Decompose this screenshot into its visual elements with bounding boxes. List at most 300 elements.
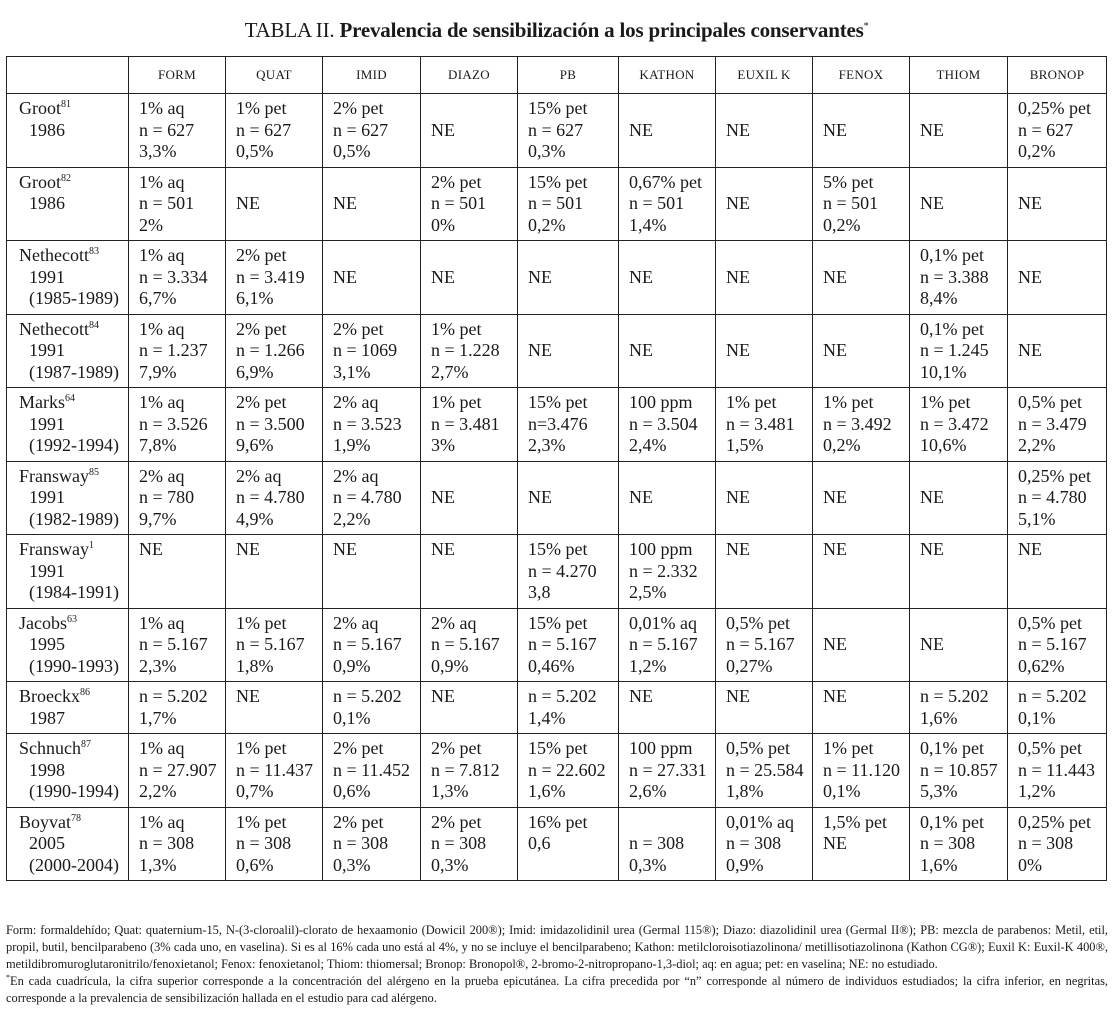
data-cell [226, 241, 323, 315]
footnote-note-text: En cada cuadrícula, la cifra superior corresponde a la concentración del alérgeno en la prueba epicutánea. La cifra precedida por “n” corresponde al número de individuos estudiados; la cifra inferior, en negritas, corresponde a la prevalencia de sensibilización hallada en el estudio para cad alérgeno. [6, 974, 1108, 1005]
prevalence-value: 0,9% [431, 655, 469, 676]
data-cell [323, 807, 421, 881]
prevalence-value: 0,27% [726, 655, 773, 676]
concentration-value: 0,1% pet [920, 245, 984, 265]
prevalence-value: 1,6% [528, 781, 566, 801]
footnote-note-mark: * [6, 972, 10, 982]
prevalence-value: 0,9% [726, 854, 764, 875]
prevalence-value: 0,1% [823, 781, 861, 801]
study-cell [7, 608, 129, 682]
prevalence-value [528, 855, 618, 877]
concentration-value: 2% aq [431, 612, 477, 633]
data-cell [813, 682, 910, 734]
data-cell [323, 734, 421, 808]
not-studied-value: NE [629, 686, 653, 706]
study-author: Groot [19, 98, 61, 118]
table-title-footnote-mark: * [863, 21, 869, 32]
study-cell [7, 241, 129, 315]
data-cell [813, 94, 910, 168]
data-cell [813, 535, 910, 609]
concentration-value: 2% pet [333, 98, 384, 118]
not-studied-value: NE [823, 119, 847, 140]
data-cell [323, 94, 421, 168]
sample-size-value: n = 627 [236, 119, 292, 140]
prevalence-value: 0,2% [528, 214, 566, 235]
not-studied-value: NE [431, 686, 455, 706]
sample-size-value: n=3.476 [528, 413, 588, 434]
sample-size-value: n = 1.266 [236, 340, 305, 360]
concentration-value: 0,25% pet [1018, 811, 1091, 832]
concentration-value: n = 5.202 [1018, 686, 1087, 706]
concentration-value: 15% pet [528, 738, 588, 758]
data-cell [813, 608, 910, 682]
concentration-value: 1% aq [139, 392, 185, 412]
data-cell [813, 167, 910, 241]
column-header: QUAT [226, 57, 323, 94]
data-cell [421, 94, 518, 168]
sample-size-value: n = 5.167 [139, 634, 208, 654]
sample-size-value: 1,6% [920, 707, 958, 728]
not-studied-value: NE [726, 193, 750, 213]
concentration-value: 0,25% pet [1018, 98, 1091, 118]
prevalence-value: 7,9% [139, 361, 177, 382]
data-cell [910, 682, 1008, 734]
not-studied-value: NE [236, 539, 260, 559]
data-cell [910, 167, 1008, 241]
not-studied-value: NE [920, 119, 944, 140]
concentration-value: 0,5% pet [1018, 392, 1082, 412]
data-cell [1008, 608, 1107, 682]
prevalence-value: 0,5% [236, 141, 274, 161]
column-header: KATHON [619, 57, 716, 94]
sample-size-value: n = 3.472 [920, 413, 989, 434]
not-studied-value: NE [920, 539, 944, 559]
sample-size-value: n = 627 [528, 119, 584, 140]
sample-size-value: n = 3.419 [236, 266, 305, 287]
concentration-value: 2% pet [236, 245, 287, 265]
sample-size-value: n = 627 [333, 119, 389, 140]
data-cell [619, 241, 716, 315]
prevalence-value: 0,46% [528, 655, 575, 676]
sample-size-value: n = 3.481 [431, 413, 500, 434]
table-row [7, 167, 1107, 241]
study-year: 1991 [29, 340, 65, 360]
concentration-value: 0,25% pet [1018, 465, 1091, 486]
prevalence-value: 0% [1018, 854, 1042, 875]
concentration-value: 2% aq [333, 392, 379, 412]
data-cell [129, 608, 226, 682]
prevalence-value: 0,7% [236, 781, 274, 801]
sample-size-value: n = 3.504 [629, 413, 698, 434]
data-cell [421, 461, 518, 535]
data-cell [226, 807, 323, 881]
sample-size-value: n = 5.167 [1018, 634, 1087, 654]
data-cell [323, 167, 421, 241]
study-cell [7, 314, 129, 388]
sample-size-value: n = 5.167 [236, 634, 305, 654]
concentration-value: 2% pet [236, 318, 287, 339]
prevalence-value: 0,2% [1018, 141, 1056, 161]
sample-size-value: n = 3.334 [139, 266, 208, 287]
study-period: (1982-1989) [29, 508, 119, 529]
concentration-value: 1% pet [236, 811, 287, 832]
concentration-value: 1% pet [920, 392, 971, 412]
study-author: Groot [19, 171, 61, 192]
not-studied-value: NE [1018, 266, 1042, 287]
study-period: (1990-1993) [29, 655, 119, 676]
not-studied-value: NE [1018, 539, 1042, 559]
study-cell [7, 167, 129, 241]
data-cell [323, 388, 421, 462]
data-cell [813, 241, 910, 315]
sample-size-value: n = 5.167 [431, 634, 500, 654]
prevalence-value: 0,2% [823, 435, 861, 455]
prevalence-value: 0,62% [1018, 655, 1065, 676]
prevalence-value: 7,8% [139, 435, 177, 455]
concentration-value: n = 5.202 [333, 686, 402, 706]
study-author: Fransway [19, 465, 89, 486]
data-cell [813, 388, 910, 462]
not-studied-value: NE [920, 487, 944, 507]
concentration-value: 2% pet [236, 392, 287, 412]
concentration-value: 0,1% pet [920, 811, 984, 832]
not-studied-value: NE [236, 686, 260, 706]
not-studied-value: NE [726, 266, 750, 287]
table-row [7, 682, 1107, 734]
data-cell [518, 682, 619, 734]
data-cell [813, 314, 910, 388]
not-studied-value: NE [823, 340, 847, 360]
not-studied-value: NE [629, 340, 653, 360]
sample-size-value: n = 501 [431, 193, 487, 213]
column-header: FORM [129, 57, 226, 94]
concentration-value: 0,1% pet [920, 318, 984, 339]
prevalence-value: 0,3% [528, 141, 566, 161]
data-cell [619, 461, 716, 535]
sample-size-value: n = 10.857 [920, 759, 998, 780]
header-row [7, 57, 1107, 94]
data-cell [910, 535, 1008, 609]
data-cell [619, 388, 716, 462]
concentration-value: 15% pet [528, 98, 588, 118]
concentration-value: 1% aq [139, 98, 185, 118]
study-reference: 63 [67, 613, 77, 625]
prevalence-value: 1,8% [236, 655, 274, 676]
sample-size-value: n = 3.500 [236, 413, 305, 434]
sample-size-value: n = 11.437 [236, 759, 313, 780]
data-cell [323, 314, 421, 388]
study-reference: 78 [71, 812, 81, 824]
data-cell [619, 94, 716, 168]
data-cell [129, 682, 226, 734]
sample-size-value: n = 308 [1018, 833, 1074, 853]
study-year: 1987 [29, 707, 65, 728]
data-cell [129, 461, 226, 535]
study-author: Broeckx [19, 686, 80, 706]
sample-size-value: NE [823, 833, 847, 853]
not-studied-value: NE [823, 266, 847, 287]
study-reference: 85 [89, 466, 99, 478]
prevalence-value: 6,1% [236, 288, 274, 308]
not-studied-value: NE [726, 487, 750, 507]
study-name-line [19, 319, 128, 341]
data-cell [1008, 388, 1107, 462]
concentration-value: 1% aq [139, 245, 185, 265]
not-studied-value: NE [726, 119, 750, 140]
concentration-value: 2% pet [431, 811, 482, 832]
data-cell [910, 314, 1008, 388]
study-name-line [19, 539, 128, 561]
prevalence-value: 2,3% [139, 655, 177, 676]
data-cell [1008, 461, 1107, 535]
sample-size-value: n = 501 [629, 193, 685, 213]
study-cell [7, 94, 129, 168]
prevalence-value: 0,3% [629, 854, 667, 875]
prevalence-value: 10,6% [920, 435, 967, 455]
concentration-value: 1% pet [236, 612, 287, 633]
study-year: 1991 [29, 413, 65, 434]
sample-size-value: n = 627 [1018, 119, 1074, 140]
prevalence-value: 1,3% [431, 781, 469, 801]
sample-size-value: n = 5.167 [629, 634, 698, 654]
concentration-value: 2% aq [139, 465, 185, 486]
concentration-value: 15% pet [528, 171, 588, 192]
prevalence-value: 3,8 [528, 582, 551, 602]
study-year: 2005 [29, 833, 65, 853]
concentration-value: 16% pet [528, 811, 588, 832]
study-cell [7, 535, 129, 609]
prevalence-value: 8,4% [920, 288, 958, 308]
prevalence-value: 2,7% [431, 361, 469, 382]
not-studied-value: NE [431, 119, 455, 140]
not-studied-value: NE [333, 266, 357, 287]
data-cell [813, 807, 910, 881]
data-cell [129, 167, 226, 241]
data-cell [226, 535, 323, 609]
data-cell [813, 734, 910, 808]
not-studied-value: NE [431, 266, 455, 287]
study-year: 1991 [29, 560, 65, 581]
prevalence-value: 2,2% [333, 508, 371, 529]
sample-size-value: 1,4% [528, 707, 566, 728]
concentration-value: 0,5% pet [1018, 612, 1082, 633]
data-cell [1008, 314, 1107, 388]
prevalence-value: 6,7% [139, 288, 177, 308]
not-studied-value: NE [1018, 193, 1042, 213]
prevalence-value: 3,3% [139, 141, 177, 161]
prevalence-value: 5,1% [1018, 508, 1056, 529]
data-cell [619, 167, 716, 241]
study-reference: 81 [61, 99, 71, 110]
concentration-value: 0,01% aq [629, 612, 697, 633]
study-period: (1992-1994) [29, 435, 119, 455]
study-author: Boyvat [19, 811, 71, 832]
prevalence-value: 0% [431, 214, 455, 235]
data-cell [518, 94, 619, 168]
table-row [7, 314, 1107, 388]
sample-size-value: n = 501 [528, 193, 584, 213]
not-studied-value: NE [823, 634, 847, 654]
data-cell [716, 535, 813, 609]
not-studied-value: NE [920, 634, 944, 654]
not-studied-value: NE [629, 487, 653, 507]
footnote-note [6, 973, 1108, 1007]
sample-size-value: n = 308 [333, 833, 389, 853]
not-studied-value: NE [726, 340, 750, 360]
study-reference: 84 [88, 319, 99, 331]
concentration-value: 0,5% pet [726, 738, 790, 758]
concentration-value: 1% pet [823, 738, 874, 758]
data-cell [716, 608, 813, 682]
study-cell [7, 734, 129, 808]
sample-size-value: n = 4.270 [528, 560, 597, 581]
prevalence-value: 2% [139, 214, 163, 235]
study-cell [7, 807, 129, 881]
data-cell [129, 807, 226, 881]
study-name-line [19, 812, 128, 834]
not-studied-value: NE [629, 266, 653, 287]
data-cell [518, 734, 619, 808]
not-studied-value: NE [726, 686, 750, 706]
column-header: DIAZO [421, 57, 518, 94]
column-header: EUXIL K [716, 57, 813, 94]
prevalence-value: 4,9% [236, 508, 274, 529]
data-cell [323, 461, 421, 535]
data-cell [813, 461, 910, 535]
concentration-value: n = 5.202 [139, 686, 208, 706]
study-author: Nethecott [19, 245, 89, 265]
not-studied-value: NE [1018, 340, 1042, 360]
data-cell [518, 807, 619, 881]
column-header: BRONOP [1008, 57, 1107, 94]
concentration-value: 1% aq [139, 318, 185, 339]
prevalence-value: 3% [431, 435, 455, 455]
sample-size-value: n = 3.492 [823, 413, 892, 434]
not-studied-value: NE [920, 193, 944, 213]
sample-size-value: n = 11.452 [333, 759, 410, 780]
prevalence-value: 1,5% [726, 435, 764, 455]
sample-size-value: n = 308 [431, 833, 487, 853]
prevalence-value: 9,7% [139, 508, 177, 529]
not-studied-value: NE [139, 539, 163, 559]
data-cell [226, 608, 323, 682]
sample-size-value: n = 780 [139, 487, 195, 507]
study-author: Fransway [19, 539, 89, 559]
sample-size-value: n = 308 [236, 833, 292, 853]
prevalence-value: 1,8% [726, 781, 764, 801]
sample-size-value: n = 5.167 [333, 634, 402, 654]
data-cell [1008, 734, 1107, 808]
not-studied-value: NE [823, 487, 847, 507]
prevalence-value: 1,9% [333, 435, 371, 455]
table-title [0, 18, 1113, 43]
data-cell [619, 682, 716, 734]
concentration-value: 1% pet [823, 392, 874, 412]
study-reference: 1 [89, 540, 94, 551]
prevalence-value: 2,2% [1018, 435, 1056, 455]
concentration-value [629, 812, 715, 834]
study-reference: 87 [81, 739, 91, 750]
column-header: FENOX [813, 57, 910, 94]
sample-size-value: n = 3.526 [139, 413, 208, 434]
concentration-value: 1% pet [431, 318, 482, 339]
data-cell [421, 608, 518, 682]
data-cell [518, 461, 619, 535]
concentration-value: 1% aq [139, 811, 185, 832]
data-cell [910, 388, 1008, 462]
not-studied-value: NE [528, 266, 552, 287]
study-author: Schnuch [19, 738, 81, 758]
sample-size-value: 0,1% [333, 707, 371, 728]
sample-size-value: n = 27.331 [629, 759, 707, 780]
sample-size-value: n = 22.602 [528, 759, 606, 780]
data-cell [619, 734, 716, 808]
prevalence-value: 6,9% [236, 361, 274, 382]
study-name-line [19, 172, 128, 194]
column-header: PB [518, 57, 619, 94]
study-year: 1991 [29, 487, 65, 507]
data-cell [619, 807, 716, 881]
prevalence-value: 2,2% [139, 781, 177, 801]
data-cell [129, 734, 226, 808]
concentration-value: 0,67% pet [629, 171, 702, 192]
not-studied-value: NE [333, 193, 357, 213]
concentration-value: 0,5% pet [1018, 738, 1082, 758]
study-year: 1998 [29, 759, 65, 780]
prevalence-value: 2,5% [629, 582, 667, 602]
sample-size-value: n = 1.237 [139, 340, 208, 360]
sample-size-value: n = 4.780 [1018, 487, 1087, 507]
data-cell [226, 314, 323, 388]
concentration-value: 100 ppm [629, 392, 693, 412]
sample-size-value: n = 5.167 [726, 634, 795, 654]
prevalence-value: 5,3% [920, 781, 958, 801]
concentration-value: 15% pet [528, 539, 588, 559]
data-cell [716, 241, 813, 315]
sample-size-value: n = 308 [629, 833, 685, 853]
prevalence-value: 0,6% [236, 854, 274, 875]
sample-size-value: 0,6 [528, 833, 551, 853]
data-cell [129, 388, 226, 462]
study-name-line [19, 738, 128, 760]
study-period: (1984-1991) [29, 582, 119, 602]
table-row [7, 241, 1107, 315]
concentration-value: 1% aq [139, 738, 185, 758]
data-cell [421, 241, 518, 315]
concentration-value: 0,01% aq [726, 811, 794, 832]
concentration-value: 2% pet [333, 318, 384, 339]
data-cell [910, 241, 1008, 315]
data-cell [1008, 807, 1107, 881]
sample-size-value: 0,1% [1018, 707, 1056, 728]
data-cell [226, 167, 323, 241]
data-cell [421, 807, 518, 881]
concentration-value: 2% pet [333, 738, 384, 758]
data-cell [129, 535, 226, 609]
table-row [7, 94, 1107, 168]
data-cell [619, 608, 716, 682]
data-cell [518, 167, 619, 241]
sample-size-value: n = 627 [139, 119, 195, 140]
data-cell [910, 734, 1008, 808]
sample-size-value: n = 1.228 [431, 340, 500, 360]
data-cell [518, 388, 619, 462]
data-cell [421, 535, 518, 609]
concentration-value: 2% pet [431, 738, 482, 758]
data-cell [421, 388, 518, 462]
table-footnotes [6, 922, 1108, 1007]
prevalence-value: 3,1% [333, 361, 371, 382]
